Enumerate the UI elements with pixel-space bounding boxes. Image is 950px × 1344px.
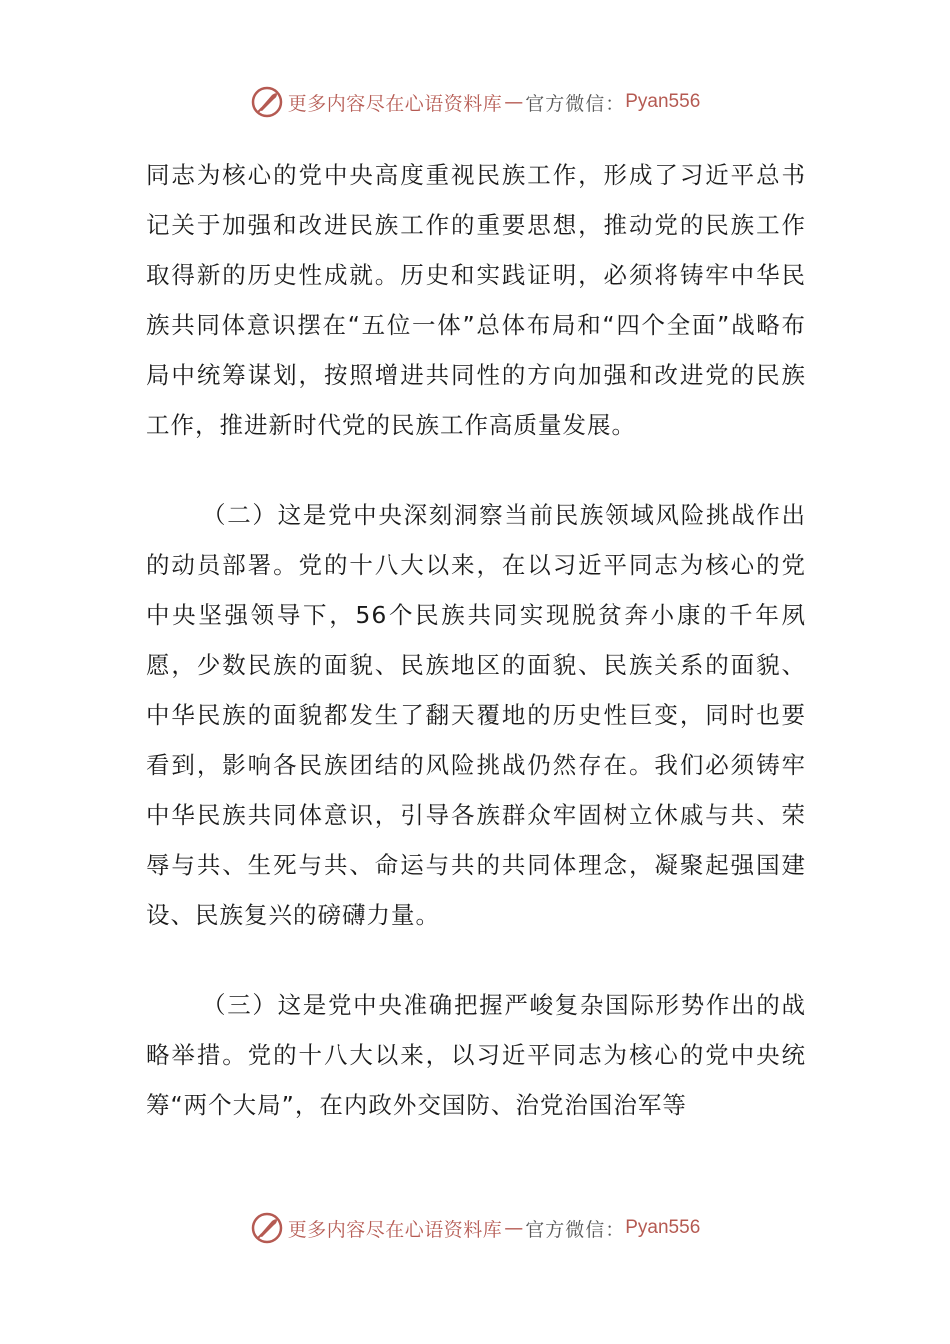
watermark-sub-text: 官方微信： bbox=[525, 92, 626, 115]
watermark-wechat-id: Pyan556 bbox=[625, 91, 701, 112]
paragraph-section-two: （二）这是党中央深刻洞察当前民族领域风险挑战作出的动员部署。党的十八大以来，在以习近平同志为核心的党中央坚强领导下，56个民族共同实现脱贫奔小康的千年夙愿，少数民族的面貌、民族地区的面貌、民族关系的面貌、中华民族的面貌都发生了翻天覆地的历史性巨变，同时也要看到，影响各民族团结的风险挑战仍然存在。我们必须铸牢中华民族共同体意识，引导各族群众牢固树立休戚与共、荣辱与共、生死与共、命运与共的共同体理念，凝聚起强国建设、民族复兴的磅礴力量。 bbox=[146, 501, 806, 929]
header-watermark bbox=[0, 82, 950, 122]
watermark-main-text: 更多内容尽在心语资料库 bbox=[287, 92, 503, 115]
document-body bbox=[146, 150, 806, 1130]
watermark-wechat-id: Pyan556 bbox=[625, 1217, 701, 1238]
paragraph-continuation: 同志为核心的党中央高度重视民族工作，形成了习近平总书记关于加强和改进民族工作的重要思想，推动党的民族工作取得新的历史性成就。历史和实践证明，必须将铸牢中华民族共同体意识摆在“五位一体”总体布局和“四个全面”战略布局中统筹谋划，按照增进共同性的方向加强和改进党的民族工作，推进新时代党的民族工作高质量发展。 bbox=[146, 161, 806, 439]
watermark-dash: — bbox=[504, 91, 524, 113]
watermark-main-text: 更多内容尽在心语资料库 bbox=[287, 1218, 503, 1241]
watermark-dash: — bbox=[504, 1217, 524, 1239]
footer-watermark bbox=[0, 1208, 950, 1248]
paragraph-section-three: （三）这是党中央准确把握严峻复杂国际形势作出的战略举措。党的十八大以来，以习近平同志为核心的党中央统筹“两个大局”，在内政外交国防、治党治国治军等 bbox=[146, 991, 806, 1119]
quill-seal-logo-icon bbox=[250, 1211, 284, 1245]
watermark-sub-text: 官方微信： bbox=[525, 1218, 626, 1241]
quill-seal-logo-icon bbox=[250, 85, 284, 119]
